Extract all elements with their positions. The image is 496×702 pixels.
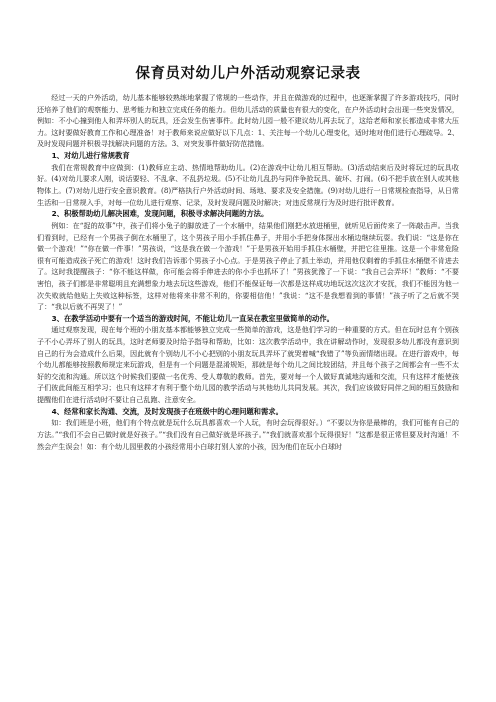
document-title: 保育员对幼儿户外活动观察记录表 (135, 66, 361, 82)
section-heading-4: 4、经常和家长沟通、交流，及时发现孩子在班级中的心理问题和需求。 (51, 406, 283, 416)
section-heading-3: 3、在教学活动中要有一个适当的游戏时间，不能让幼儿一直呆在教室里做简单的动作。 (51, 313, 334, 323)
section-heading-1: 1、对幼儿进行常规教育 (51, 150, 130, 160)
section-paragraph-1: 我们在常规教育中应做到：(1)教师应主动、热情地帮助幼儿。(2)在游戏中让幼儿相互帮助。(3)活动结束后及时将玩过的玩具收好。(4)对幼儿要求人刚，说话要轻、不乱拿、不乱扔垃圾。(5)不让幼儿乱扔与同伴争抢玩具、破坏、打闹。(6)不把手放在别人或其他物体上。(7)对幼儿进行安全意识教育。(8)严格执行户外活动时间、场地、要求及安全措施。(9)对幼儿进行一日常规检查指导，从日常生活和一日常规入手，对每一位幼儿进行观察、记录，及时发现问题及时解决；对违反常规行为及时进行批评教育。 (37, 162, 459, 207)
intro-paragraph: 经过一天的户外活动，幼儿基本能够较熟练地掌握了常规的一些动作，并且在做游戏的过程中，也逐渐掌握了许多游戏技巧，同时还培养了他们的观察能力、思考能力和独立完成任务的能力。但幼儿活动的质量也有很大的变化，在户外活动时会出现一些突发情况，例如：不小心撞到他人和弄坏别人的玩具，还会发生伤害事件。此时幼儿园一般不建议幼儿再去玩了，这给老师和家长都造成非常大压力。这时要做好教育工作和心理准备！对于教师来说应做好以下几点：1、关注每一个幼儿心理变化，适时地对他们进行心理疏导。2、及时发现问题并积极寻找解决问题的方法。3、对突发事件做好防范措施。 (37, 93, 459, 149)
section-paragraph-2: 例如：在“捉的故事”中，孩子们将小兔子的脚放进了一个水桶中，结果他们刚把水放进桶里，就听见后面传来了一阵敲击声。当我们看到时，已经有一个男孩子倒在水桶里了，这个男孩子用小手抓住鼻子，并用小手把身体探出水桶边继续玩耍。我们说：“这是你在做一个游戏！”“你在做一件事！”男孩说，“这是我在做一个游戏！”于是男孩开始用手抓住水桶壁，并把它往里推。这是一个非常危险很有可能造成孩子死亡的游戏！这时我们告诉那个男孩子小心点。于是男孩子停止了抓土举动，并用他仅剩着的手抓住水桶壁不肯进去了。这时我提醒孩子：“你不能这样做，你可能会将手伸进去的你小手也抓坏了！”男孩犹豫了一下说：“我自己会弄坏！”教师：“不要害怕，孩子们都是非常聪明且充满想象力地去玩这些游戏，他们不能保证每一次都是这样成功地玩这次这次才安抚，我们不能因为他一次失败就给他贴上失败这种标签，这样对他将来非常不利的，你要相信他！”我说：“这不是我想看到的事情！”孩子听了之后就不哭了：“我以后就不再哭了！” (37, 220, 459, 312)
section-paragraph-4: 如：我们班是小班，他们有个特点就是玩什么玩具都喜欢一个人玩，有时会玩得很好。）“不要以为你是最棒的，我们可能有自己的方法。”“我们不会自己做时就是好孩子。”“我们没有自己做好就是坏孩子。”“我们就喜欢那个玩得很好！”这都是很正常但要及时沟通！不然会产生误会！如：有个幼儿园里教的小孩经常用小白球打别人家的小孩，因为他们在玩小白球时 (37, 418, 459, 451)
section-paragraph-3: 通过观察发现，现在每个班的小朋友基本都能够独立完成一些简单的游戏，这是他们学习的一种重要的方式。但在玩时总有个别孩子不小心弄坏了别人的玩具，这时老师要及时给予指导和帮助，比如：这次教学活动中，我在讲解动作时，发现很多幼儿都没有意识到自己的行为会造成什么后果，因此就有个别幼儿不小心把别的小朋友玩具弄坏了就哭着喊“我错了”等负面情绪出现。在进行游戏中，每个幼儿都能够按照教师规定来玩游戏，但是有一个问题是混淆规矩，那就是每个幼儿之间比较团结，并且每个孩子之间都会有一些不太好的交流和沟通。所以这个时候我们要做一名优秀、受人尊敬的教师。首先，要对每一个人做好真诚地沟通和交流，只有这样才能使孩子们彼此间能互相学习；也只有这样才有利于整个幼儿园的教学活动与其他幼儿共同发展。其次，我们应该做好同伴之间的相互鼓励和提醒他们在进行活动时不要让自己乱跑、注意安全。 (37, 325, 459, 405)
section-heading-2: 2、积极帮助幼儿解决困难，发现问题，积极寻求解决问题的方法。 (51, 209, 269, 219)
